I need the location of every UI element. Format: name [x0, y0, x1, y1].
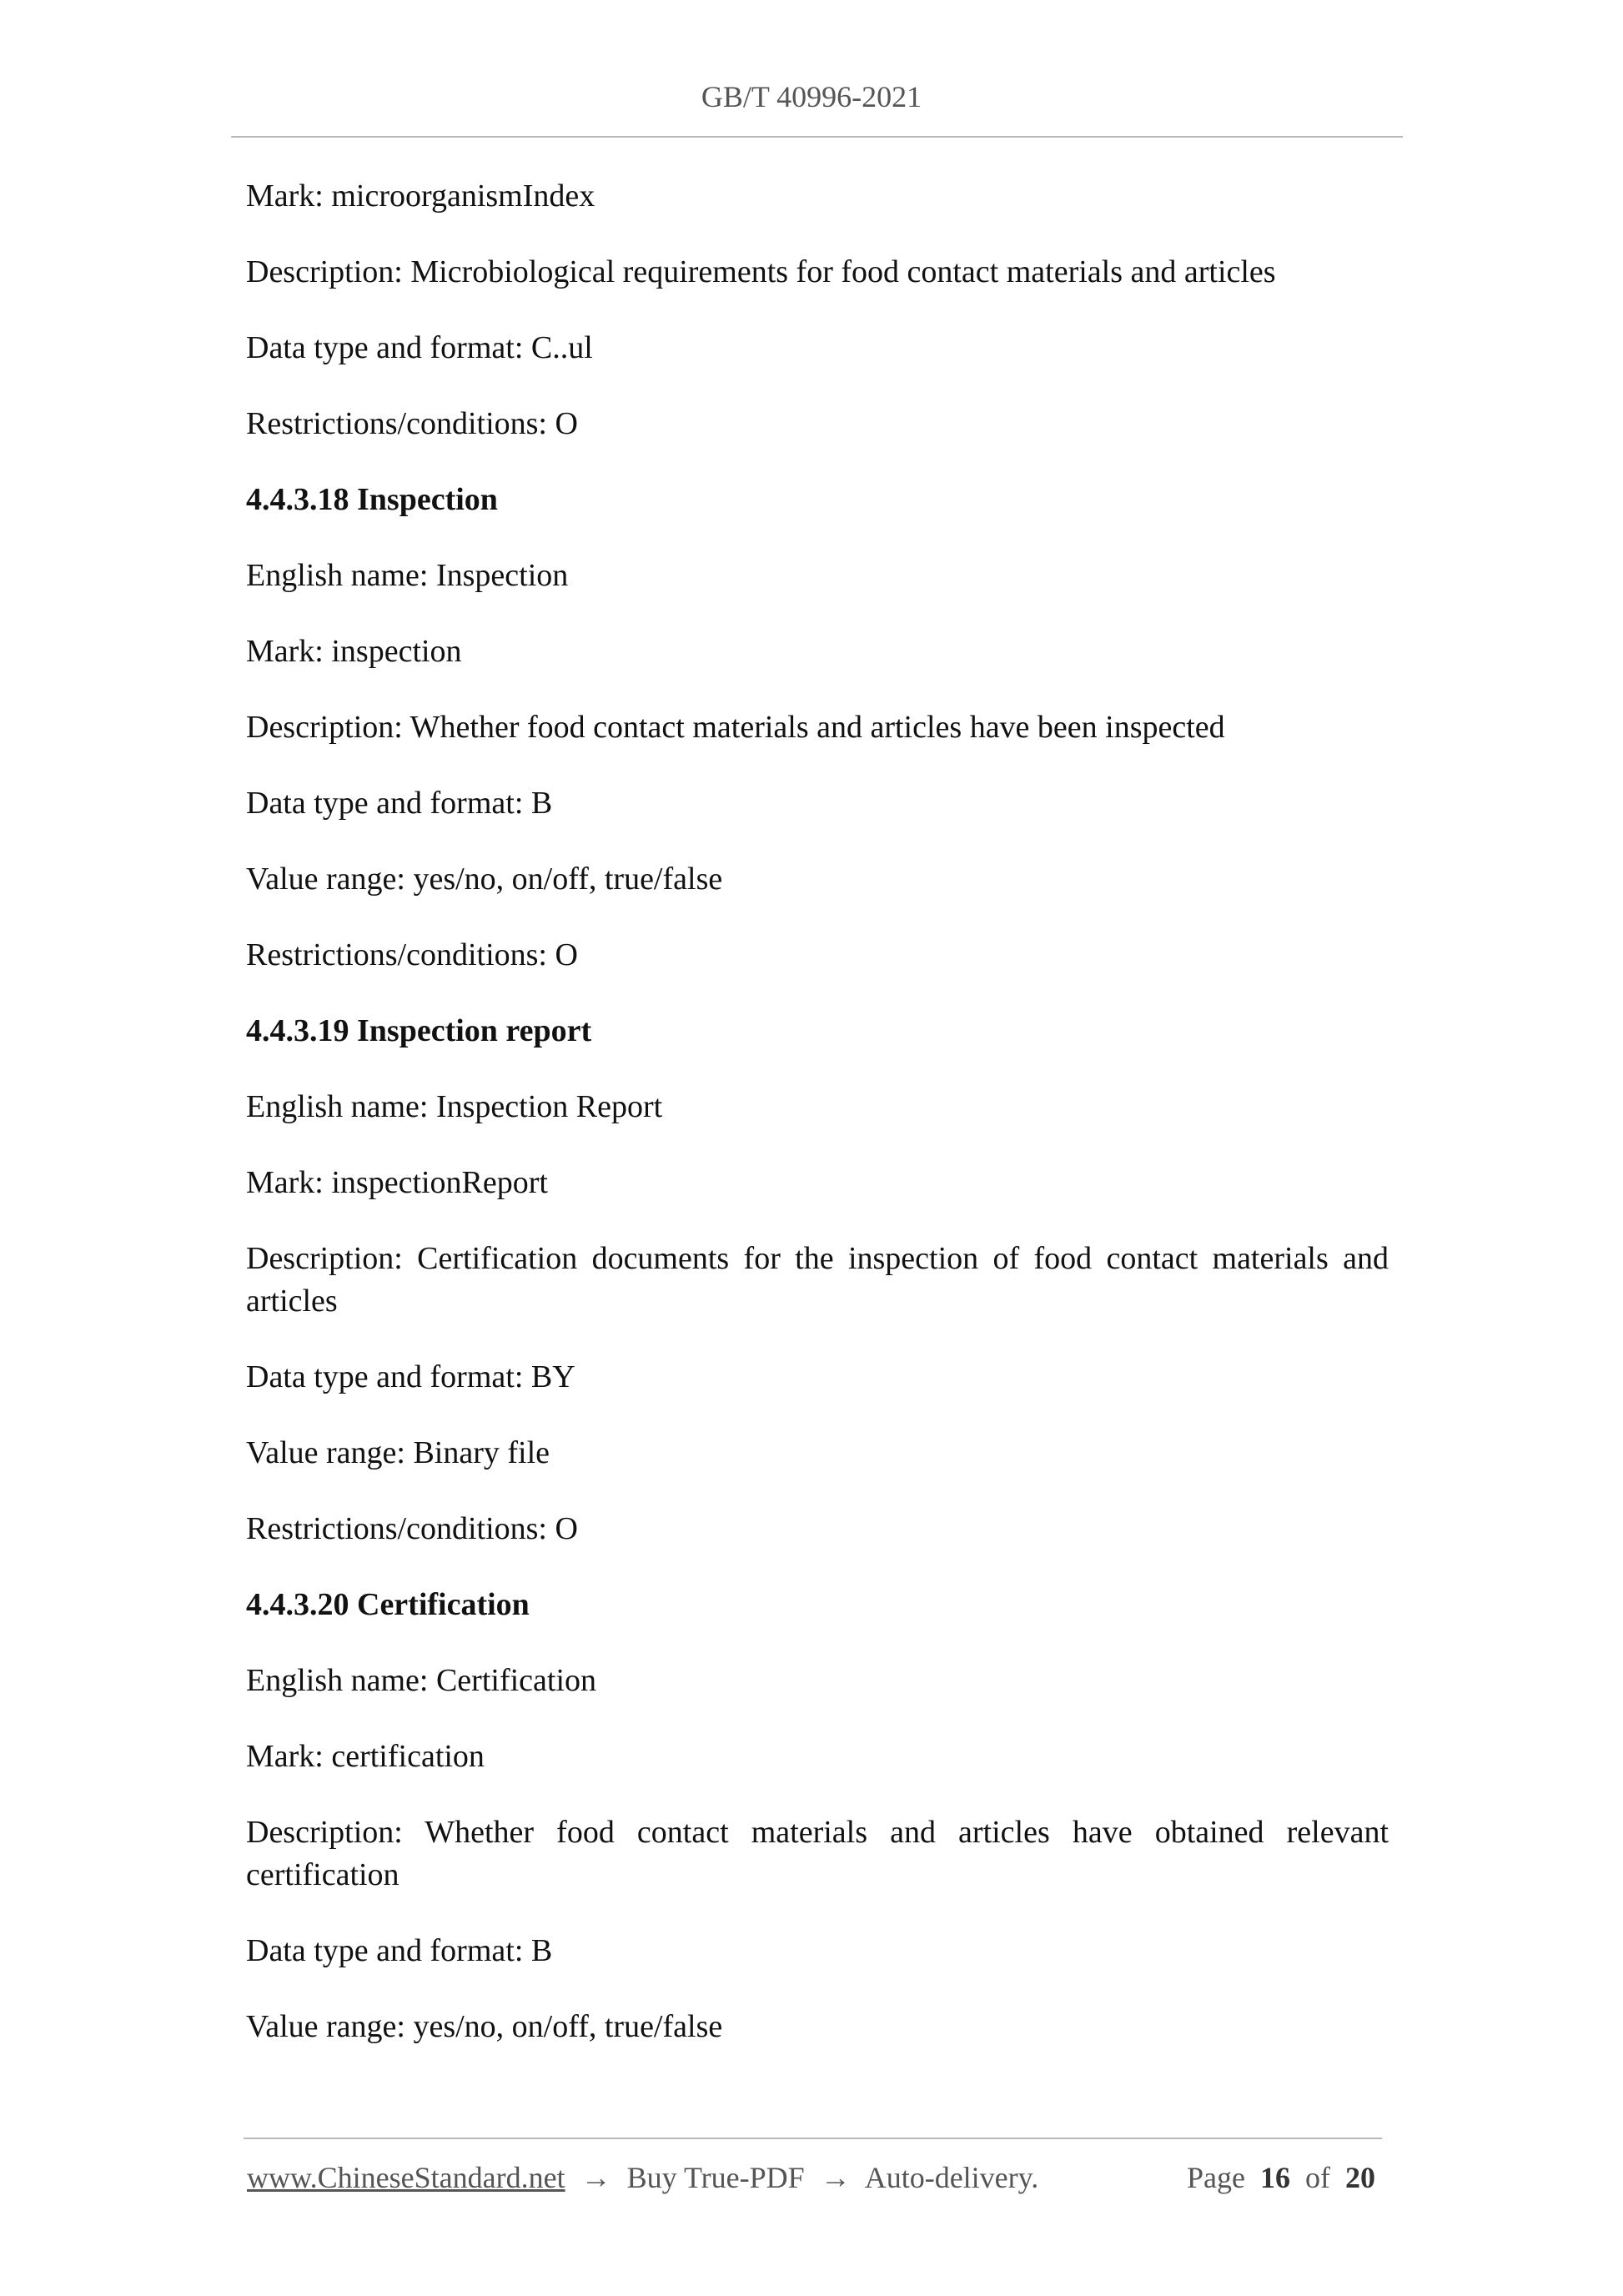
- body-paragraph: Restrictions/conditions: O: [246, 1511, 578, 1546]
- total-pages-number: 20: [1345, 2161, 1375, 2194]
- body-paragraph: Mark: inspection: [246, 634, 462, 669]
- body-paragraph: Mark: microorganismIndex: [246, 178, 595, 214]
- section-heading: 4.4.3.19 Inspection report: [246, 1013, 592, 1048]
- page-header-title: GB/T 40996-2021: [701, 80, 922, 113]
- body-paragraph: Description: Whether food contact materials and articles have obtained relevant certification: [246, 1815, 1389, 1892]
- website-link[interactable]: www.ChineseStandard.net: [247, 2161, 565, 2194]
- body-paragraph: English name: Inspection: [246, 558, 569, 593]
- body-paragraph: Value range: Binary file: [246, 1435, 550, 1470]
- section-heading: 4.4.3.20 Certification: [246, 1587, 530, 1622]
- footer-divider: [244, 2138, 1382, 2139]
- of-label: of: [1305, 2161, 1330, 2194]
- body-paragraph: Value range: yes/no, on/off, true/false: [246, 862, 723, 897]
- current-page-number: 16: [1260, 2161, 1290, 2194]
- body-paragraph: Mark: certification: [246, 1739, 485, 1774]
- body-paragraph: Data type and format: BY: [246, 1359, 575, 1394]
- document-body: [246, 175, 1389, 2082]
- body-paragraph: Data type and format: B: [246, 1933, 553, 1968]
- body-paragraph: Data type and format: C..ul: [246, 330, 593, 365]
- arrow-right-icon: →: [820, 2161, 851, 2194]
- footer-promo: [247, 2160, 1038, 2195]
- buy-pdf-text: Buy True-PDF: [626, 2161, 805, 2194]
- arrow-right-icon: →: [580, 2161, 611, 2194]
- section-heading: 4.4.3.18 Inspection: [246, 482, 498, 517]
- body-paragraph: Description: Certification documents for the inspection of food contact materials and articles: [246, 1241, 1389, 1319]
- auto-delivery-text: Auto-delivery.: [864, 2161, 1039, 2194]
- body-paragraph: Data type and format: B: [246, 786, 553, 821]
- body-paragraph: Mark: inspectionReport: [246, 1165, 548, 1200]
- body-paragraph: Description: Whether food contact materials and articles have been inspected: [246, 710, 1225, 745]
- page-counter: [1187, 2160, 1375, 2195]
- page-label: Page: [1187, 2161, 1245, 2194]
- body-paragraph: English name: Certification: [246, 1663, 597, 1698]
- body-paragraph: Description: Microbiological requirements for food contact materials and articles: [246, 254, 1276, 289]
- body-paragraph: Restrictions/conditions: O: [246, 406, 578, 441]
- body-paragraph: Value range: yes/no, on/off, true/false: [246, 2009, 723, 2044]
- header-divider: [231, 136, 1403, 138]
- body-paragraph: English name: Inspection Report: [246, 1089, 663, 1124]
- body-paragraph: Restrictions/conditions: O: [246, 937, 578, 972]
